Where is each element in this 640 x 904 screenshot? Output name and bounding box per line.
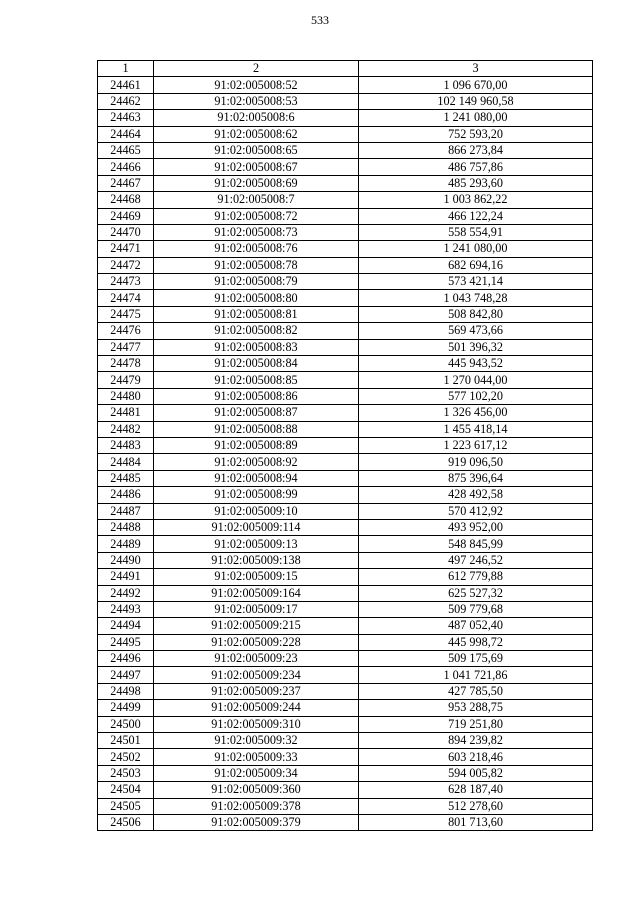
table-row — [98, 569, 593, 585]
cadastral-number-cell: 91:02:005008:92 — [154, 454, 359, 470]
cadastral-value-cell: 485 293,60 — [359, 175, 593, 191]
cadastral-number-cell: 91:02:005008:85 — [154, 372, 359, 388]
cadastral-number-cell: 91:02:005008:52 — [154, 77, 359, 93]
table-row — [98, 634, 593, 650]
row-number-cell: 24489 — [98, 536, 154, 552]
table-row — [98, 323, 593, 339]
cadastral-number-cell: 91:02:005008:88 — [154, 421, 359, 437]
cadastral-value-cell: 445 943,52 — [359, 356, 593, 372]
cadastral-value-cell: 486 757,86 — [359, 159, 593, 175]
row-number-cell: 24504 — [98, 782, 154, 798]
table-row — [98, 765, 593, 781]
table-row — [98, 110, 593, 126]
table-row — [98, 356, 593, 372]
table-row — [98, 159, 593, 175]
row-number-cell: 24477 — [98, 339, 154, 355]
row-number-cell: 24495 — [98, 634, 154, 650]
row-number-cell: 24480 — [98, 388, 154, 404]
row-number-cell: 24473 — [98, 274, 154, 290]
row-number-cell: 24471 — [98, 241, 154, 257]
cadastral-value-cell: 1 241 080,00 — [359, 241, 593, 257]
table-row — [98, 667, 593, 683]
row-number-cell: 24462 — [98, 93, 154, 109]
cadastral-value-cell: 427 785,50 — [359, 683, 593, 699]
cadastral-number-cell: 91:02:005008:6 — [154, 110, 359, 126]
cadastral-value-cell: 919 096,50 — [359, 454, 593, 470]
cadastral-number-cell: 91:02:005008:69 — [154, 175, 359, 191]
row-number-cell: 24483 — [98, 437, 154, 453]
cadastral-value-cell: 866 273,84 — [359, 142, 593, 158]
cadastral-value-cell: 1 241 080,00 — [359, 110, 593, 126]
cadastral-number-cell: 91:02:005008:78 — [154, 257, 359, 273]
cadastral-number-cell: 91:02:005009:237 — [154, 683, 359, 699]
cadastral-value-cell: 577 102,20 — [359, 388, 593, 404]
cadastral-number-cell: 91:02:005009:360 — [154, 782, 359, 798]
row-number-cell: 24500 — [98, 716, 154, 732]
cadastral-value-cell: 612 779,88 — [359, 569, 593, 585]
row-number-cell: 24486 — [98, 487, 154, 503]
table-row — [98, 126, 593, 142]
row-number-cell: 24491 — [98, 569, 154, 585]
row-number-cell: 24503 — [98, 765, 154, 781]
cadastral-number-cell: 91:02:005009:13 — [154, 536, 359, 552]
cadastral-value-cell: 428 492,58 — [359, 487, 593, 503]
cadastral-number-cell: 91:02:005008:67 — [154, 159, 359, 175]
page-number: 533 — [311, 13, 329, 27]
row-number-cell: 24476 — [98, 323, 154, 339]
cadastral-number-cell: 91:02:005008:62 — [154, 126, 359, 142]
row-number-cell: 24502 — [98, 749, 154, 765]
cadastral-value-cell: 628 187,40 — [359, 782, 593, 798]
cadastral-value-cell: 445 998,72 — [359, 634, 593, 650]
cadastral-number-cell: 91:02:005008:94 — [154, 470, 359, 486]
cadastral-value-cell: 625 527,32 — [359, 585, 593, 601]
cadastral-value-cell: 1 043 748,28 — [359, 290, 593, 306]
cadastral-number-cell: 91:02:005009:34 — [154, 765, 359, 781]
row-number-cell: 24492 — [98, 585, 154, 601]
cadastral-number-cell: 91:02:005009:310 — [154, 716, 359, 732]
table-row — [98, 192, 593, 208]
table-row — [98, 700, 593, 716]
cadastral-value-cell: 501 396,32 — [359, 339, 593, 355]
table-row — [98, 601, 593, 617]
table-row — [98, 142, 593, 158]
cadastral-number-cell: 91:02:005008:84 — [154, 356, 359, 372]
cadastral-number-cell: 91:02:005008:82 — [154, 323, 359, 339]
table-row — [98, 683, 593, 699]
table-row — [98, 77, 593, 93]
cadastral-number-cell: 91:02:005009:10 — [154, 503, 359, 519]
cadastral-value-cell: 487 052,40 — [359, 618, 593, 634]
table-row — [98, 306, 593, 322]
row-number-cell: 24470 — [98, 224, 154, 240]
cadastral-value-cell: 508 842,80 — [359, 306, 593, 322]
cadastral-number-cell: 91:02:005008:73 — [154, 224, 359, 240]
row-number-cell: 24465 — [98, 142, 154, 158]
table-row — [98, 716, 593, 732]
cadastral-value-cell: 594 005,82 — [359, 765, 593, 781]
cadastral-number-cell: 91:02:005008:99 — [154, 487, 359, 503]
row-number-cell: 24499 — [98, 700, 154, 716]
table-row — [98, 585, 593, 601]
cadastral-value-cell: 1 270 044,00 — [359, 372, 593, 388]
cadastral-number-cell: 91:02:005008:87 — [154, 405, 359, 421]
cadastral-number-cell: 91:02:005008:79 — [154, 274, 359, 290]
cadastral-value-cell: 570 412,92 — [359, 503, 593, 519]
row-number-cell: 24484 — [98, 454, 154, 470]
table-body — [98, 77, 593, 831]
table-header-row — [98, 61, 593, 77]
row-number-cell: 24506 — [98, 814, 154, 830]
cadastral-number-cell: 91:02:005008:72 — [154, 208, 359, 224]
table-row — [98, 93, 593, 109]
row-number-cell: 24482 — [98, 421, 154, 437]
cadastral-value-cell: 1 041 721,86 — [359, 667, 593, 683]
table-row — [98, 290, 593, 306]
row-number-cell: 24493 — [98, 601, 154, 617]
row-number-cell: 24472 — [98, 257, 154, 273]
cadastral-number-cell: 91:02:005009:378 — [154, 798, 359, 814]
table-row — [98, 651, 593, 667]
row-number-cell: 24505 — [98, 798, 154, 814]
table-row — [98, 224, 593, 240]
cadastral-value-cell: 682 694,16 — [359, 257, 593, 273]
row-number-cell: 24463 — [98, 110, 154, 126]
row-number-cell: 24469 — [98, 208, 154, 224]
cadastral-number-cell: 91:02:005008:7 — [154, 192, 359, 208]
table-row — [98, 749, 593, 765]
cadastral-value-cell: 558 554,91 — [359, 224, 593, 240]
row-number-cell: 24475 — [98, 306, 154, 322]
row-number-cell: 24464 — [98, 126, 154, 142]
table-row — [98, 536, 593, 552]
cadastral-number-cell: 91:02:005009:23 — [154, 651, 359, 667]
cadastral-number-cell: 91:02:005009:114 — [154, 519, 359, 535]
row-number-cell: 24474 — [98, 290, 154, 306]
table-row — [98, 257, 593, 273]
cadastral-number-cell: 91:02:005009:17 — [154, 601, 359, 617]
table-row — [98, 733, 593, 749]
table-row — [98, 175, 593, 191]
cadastral-value-cell: 509 175,69 — [359, 651, 593, 667]
table-row — [98, 339, 593, 355]
cadastral-number-cell: 91:02:005008:83 — [154, 339, 359, 355]
cadastral-number-cell: 91:02:005008:86 — [154, 388, 359, 404]
row-number-cell: 24481 — [98, 405, 154, 421]
cadastral-value-cell: 512 278,60 — [359, 798, 593, 814]
row-number-cell: 24501 — [98, 733, 154, 749]
cadastral-value-cell: 548 845,99 — [359, 536, 593, 552]
cadastral-value-cell: 102 149 960,58 — [359, 93, 593, 109]
table-row — [98, 618, 593, 634]
cadastral-value-cell: 569 473,66 — [359, 323, 593, 339]
cadastral-value-cell: 1 096 670,00 — [359, 77, 593, 93]
cadastral-number-cell: 91:02:005009:164 — [154, 585, 359, 601]
cadastral-value-cell: 509 779,68 — [359, 601, 593, 617]
column-header-number: 1 — [98, 61, 154, 77]
cadastral-number-cell: 91:02:005008:76 — [154, 241, 359, 257]
table-row — [98, 405, 593, 421]
row-number-cell: 24467 — [98, 175, 154, 191]
table-row — [98, 208, 593, 224]
table-row — [98, 552, 593, 568]
cadastral-number-cell: 91:02:005009:15 — [154, 569, 359, 585]
table-row — [98, 388, 593, 404]
row-number-cell: 24478 — [98, 356, 154, 372]
cadastral-value-cell: 953 288,75 — [359, 700, 593, 716]
row-number-cell: 24494 — [98, 618, 154, 634]
table-row — [98, 814, 593, 830]
cadastral-number-cell: 91:02:005009:244 — [154, 700, 359, 716]
cadastral-number-cell: 91:02:005008:65 — [154, 142, 359, 158]
table-row — [98, 519, 593, 535]
cadastral-value-cell: 573 421,14 — [359, 274, 593, 290]
cadastral-value-cell: 603 218,46 — [359, 749, 593, 765]
cadastral-value-cell: 752 593,20 — [359, 126, 593, 142]
table-row — [98, 470, 593, 486]
cadastral-value-cell: 1 326 456,00 — [359, 405, 593, 421]
cadastral-value-table — [97, 60, 593, 831]
table-row — [98, 421, 593, 437]
cadastral-number-cell: 91:02:005008:81 — [154, 306, 359, 322]
row-number-cell: 24468 — [98, 192, 154, 208]
cadastral-value-cell: 497 246,52 — [359, 552, 593, 568]
cadastral-number-cell: 91:02:005008:80 — [154, 290, 359, 306]
cadastral-number-cell: 91:02:005009:379 — [154, 814, 359, 830]
cadastral-value-cell: 1 455 418,14 — [359, 421, 593, 437]
table-row — [98, 782, 593, 798]
table-row — [98, 241, 593, 257]
cadastral-number-cell: 91:02:005009:33 — [154, 749, 359, 765]
cadastral-number-cell: 91:02:005009:215 — [154, 618, 359, 634]
cadastral-number-cell: 91:02:005008:53 — [154, 93, 359, 109]
row-number-cell: 24490 — [98, 552, 154, 568]
table-row — [98, 437, 593, 453]
row-number-cell: 24498 — [98, 683, 154, 699]
table-row — [98, 274, 593, 290]
cadastral-value-cell: 493 952,00 — [359, 519, 593, 535]
cadastral-value-cell: 466 122,24 — [359, 208, 593, 224]
row-number-cell: 24497 — [98, 667, 154, 683]
cadastral-value-cell: 875 396,64 — [359, 470, 593, 486]
row-number-cell: 24496 — [98, 651, 154, 667]
cadastral-number-cell: 91:02:005009:234 — [154, 667, 359, 683]
cadastral-value-cell: 801 713,60 — [359, 814, 593, 830]
cadastral-number-cell: 91:02:005009:228 — [154, 634, 359, 650]
cadastral-value-cell: 1 223 617,12 — [359, 437, 593, 453]
cadastral-number-cell: 91:02:005009:138 — [154, 552, 359, 568]
cadastral-number-cell: 91:02:005009:32 — [154, 733, 359, 749]
table-row — [98, 372, 593, 388]
cadastral-value-cell: 719 251,80 — [359, 716, 593, 732]
row-number-cell: 24485 — [98, 470, 154, 486]
row-number-cell: 24487 — [98, 503, 154, 519]
table-row — [98, 454, 593, 470]
table-row — [98, 487, 593, 503]
cadastral-value-cell: 894 239,82 — [359, 733, 593, 749]
row-number-cell: 24461 — [98, 77, 154, 93]
cadastral-number-cell: 91:02:005008:89 — [154, 437, 359, 453]
cadastral-value-cell: 1 003 862,22 — [359, 192, 593, 208]
row-number-cell: 24488 — [98, 519, 154, 535]
row-number-cell: 24479 — [98, 372, 154, 388]
table-row — [98, 503, 593, 519]
column-header-cadastral-number: 2 — [154, 61, 359, 77]
column-header-value: 3 — [359, 61, 593, 77]
row-number-cell: 24466 — [98, 159, 154, 175]
table-row — [98, 798, 593, 814]
